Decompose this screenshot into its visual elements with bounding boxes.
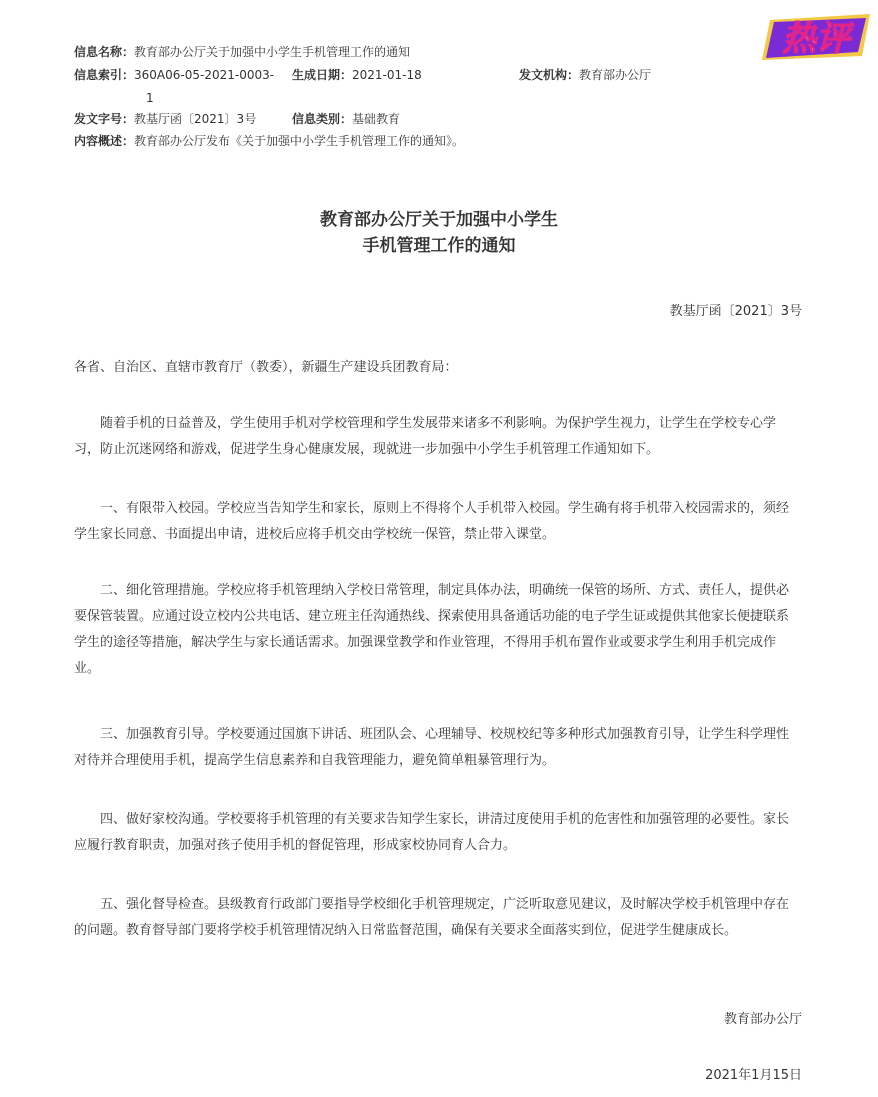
meta-row-issuer [519, 67, 651, 83]
meta-row-summary [74, 133, 464, 149]
paragraph-intro: 随着手机的日益普及，学生使用手机对学校管理和学生发展带来诸多不利影响。为保护学生视力，让学生在学校专心学习，防止沉迷网络和游戏，促进学生身心健康发展，现就进一步加强中小学生手机管理工作通知如下。 [74, 416, 777, 457]
meta-issuer-value: 教育部办公厅 [579, 68, 652, 82]
doc-title-line2: 手机管理工作的通知 [362, 236, 516, 256]
meta-docnum-label: 发文字号： [74, 112, 135, 126]
meta-index-value-wrap: 1 [146, 91, 154, 105]
meta-index-value: 360A06-05-2021-0003- [134, 68, 275, 82]
meta-row-docnum [74, 111, 256, 127]
meta-date-value: 2021-01-18 [352, 68, 422, 82]
meta-summary-value: 教育部办公厅发布《关于加强中小学生手机管理工作的通知》。 [134, 134, 465, 148]
meta-date-label: 生成日期： [292, 68, 353, 82]
doc-number: 教基厅函〔2021〕3号 [669, 304, 802, 319]
meta-category-value: 基础教育 [352, 112, 401, 126]
signature-org: 教育部办公厅 [723, 1012, 802, 1027]
meta-docnum-value: 教基厅函〔2021〕3号 [134, 112, 257, 126]
meta-row-category [292, 111, 400, 127]
salutation: 各省、自治区、直辖市教育厅（教委），新疆生产建设兵团教育局： [74, 360, 458, 375]
paragraph-1: 一、有限带入校园。学校应当告知学生和家长，原则上不得将个人手机带入校园。学生确有将手机带入校园需求的，须经学生家长同意、书面提出申请，进校后应将手机交由学校统一保管，禁止带入课堂。 [74, 501, 790, 542]
paragraph-2: 二、细化管理措施。学校应将手机管理纳入学校日常管理，制定具体办法，明确统一保管的场所、方式、责任人，提供必要保管装置。应通过设立校内公共电话、建立班主任沟通热线、探索使用具备通话功能的电子学生证或提供其他家长便捷联系学生的途径等措施，解决学生与家长通话需求。加强课堂教学和作业管理，不得用手机布置作业或要求学生利用手机完成作业。 [74, 583, 790, 676]
paragraph-4: 四、做好家校沟通。学校要将手机管理的有关要求告知学生家长，讲清过度使用手机的危害性和加强管理的必要性。家长应履行教育职责，加强对孩子使用手机的督促管理，形成家校协同育人合力。 [74, 812, 790, 853]
paragraph-3: 三、加强教育引导。学校要通过国旗下讲话、班团队会、心理辅导、校规校纪等多种形式加强教育引导，让学生科学理性对待并合理使用手机，提高学生信息素养和自我管理能力，避免简单粗暴管理行为。 [74, 727, 790, 768]
logo-text: 热评 [782, 19, 850, 59]
doc-title-line1: 教育部办公厅关于加强中小学生 [320, 210, 558, 230]
meta-index-label: 信息索引： [74, 68, 135, 82]
meta-category-label: 信息类别： [292, 112, 353, 126]
meta-row-name [74, 44, 410, 60]
meta-name-value: 教育部办公厅关于加强中小学生手机管理工作的通知 [134, 45, 411, 59]
meta-row-index [74, 67, 274, 83]
meta-summary-label: 内容概述： [74, 134, 135, 148]
meta-row-date [292, 67, 422, 83]
signature-date: 2021年1月15日 [705, 1068, 802, 1083]
paragraph-5: 五、强化督导检查。县级教育行政部门要指导学校细化手机管理规定，广泛听取意见建议，及时解决学校手机管理中存在的问题。教育督导部门要将学校手机管理情况纳入日常监督范围，确保有关要求全面落实到位，促进学生健康成长。 [74, 897, 790, 938]
hot-comment-logo [758, 8, 876, 72]
meta-name-label: 信息名称： [74, 45, 135, 59]
meta-issuer-label: 发文机构： [519, 68, 580, 82]
